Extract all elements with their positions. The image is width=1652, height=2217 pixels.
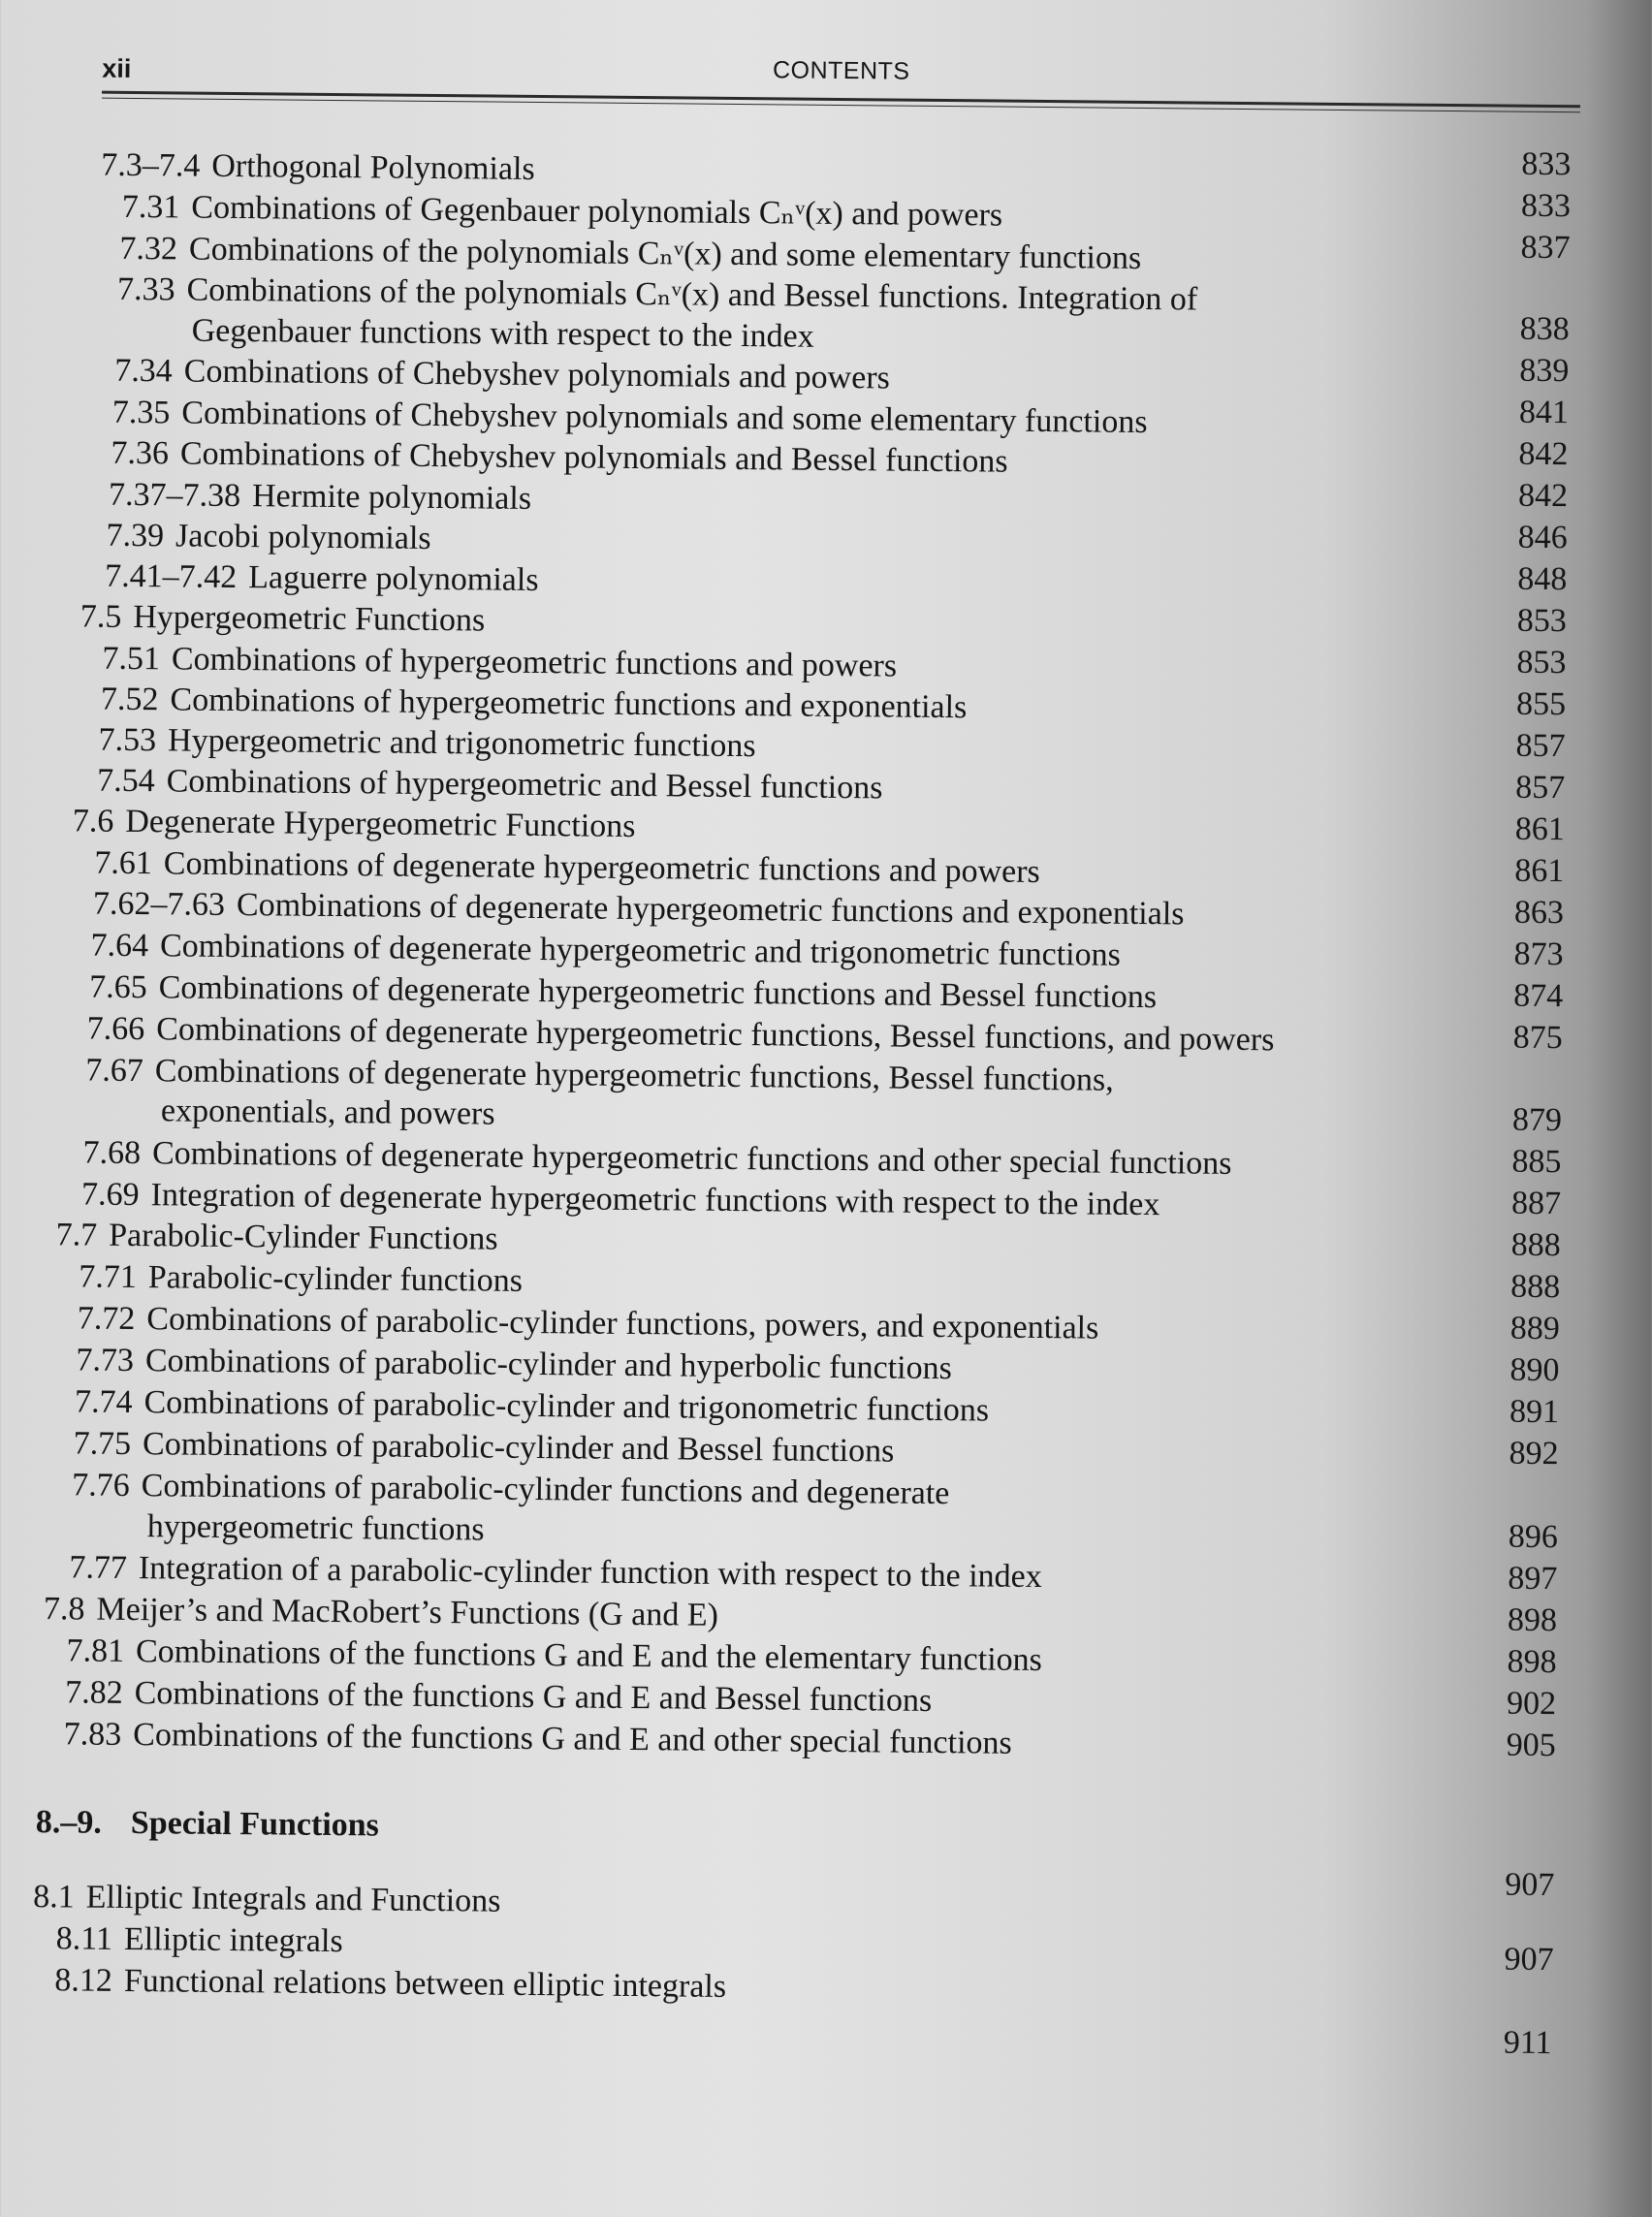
entry-number: 7.61 (94, 844, 153, 882)
entry-number: 7.53 (98, 721, 157, 759)
entry-number: 7.41–7.42 (105, 557, 238, 596)
entry-title: Parabolic-Cylinder Functions (109, 1217, 498, 1257)
entry-number: 7.3–7.4 (101, 146, 201, 184)
entry-title-continued: exponentials, and powers (160, 1093, 495, 1132)
entry-page: 857 (1515, 727, 1566, 765)
entry-number: 7.8 (43, 1591, 85, 1628)
entry-title: Combinations of parabolic-cylinder and trigonometric functions (143, 1384, 990, 1429)
chapter-title: Special Functions (130, 1805, 380, 1844)
entry-number: 7.82 (65, 1674, 123, 1711)
entry-number: 7.68 (82, 1134, 142, 1172)
entry-number: 7.34 (114, 352, 173, 390)
entry-title: Combinations of Chebyshev polynomials and Bessel functions (179, 435, 1008, 480)
entry-title: Combinations of degenerate hypergeometric functions and exponentials (236, 887, 1185, 933)
entry-number: 7.62–7.63 (92, 885, 226, 923)
entry-title: Orthogonal Polynomials (211, 147, 535, 187)
entry-number: 7.37–7.38 (108, 476, 241, 515)
entry-title: Combinations of hypergeometric functions and exponentials (170, 681, 968, 726)
entry-number: 7.54 (97, 762, 155, 800)
toc-entry (106, 516, 430, 559)
entry-page: 833 (1521, 145, 1572, 183)
toc-entry (105, 556, 539, 601)
entry-page: 887 (1510, 1185, 1562, 1222)
entry-page: 888 (1510, 1226, 1561, 1264)
entry-page: 853 (1516, 602, 1568, 640)
entry-number: 7.39 (106, 517, 165, 554)
entry-title-continued: hypergeometric functions (146, 1508, 485, 1548)
entry-number: 7.51 (102, 640, 161, 678)
entry-page: 905 (1506, 1726, 1556, 1764)
entry-page: 885 (1511, 1143, 1562, 1181)
toc-entry (101, 145, 535, 190)
toc-entry (79, 1256, 523, 1301)
entry-page: 857 (1515, 769, 1566, 807)
toc-entry (64, 1714, 1012, 1763)
entry-title: Combinations of the polynomials Cₙᵛ(x) and some elementary functions (188, 231, 1142, 276)
entry-title: Combinations of Gegenbauer polynomials Cₙᵛ(x) and powers (191, 189, 1003, 234)
toc-entry (76, 1340, 952, 1389)
toc-entry (56, 1918, 343, 1962)
entry-title: Combinations of hypergeometric functions and powers (171, 641, 898, 684)
toc-entry (56, 1215, 498, 1259)
toc-entry (109, 475, 531, 520)
toc-entry (114, 351, 890, 399)
entry-page: 861 (1514, 852, 1565, 890)
entry-title: Combinations of parabolic-cylinder and hyperbolic functions (144, 1343, 952, 1387)
entry-page: 842 (1517, 477, 1569, 515)
entry-title: Combinations of parabolic-cylinder functions, powers, and exponentials (146, 1301, 1099, 1346)
entry-number: 7.74 (74, 1383, 133, 1421)
toc-entry (65, 1672, 932, 1722)
entry-title: Hermite polynomials (251, 478, 532, 517)
entry-number: 7.52 (100, 681, 159, 718)
entry-title: Combinations of the functions G and E and other special functions (133, 1717, 1012, 1761)
entry-number: 7.73 (76, 1342, 135, 1379)
entry-page: 846 (1517, 519, 1568, 556)
entry-page: 837 (1520, 229, 1571, 267)
entry-number: 7.65 (89, 968, 147, 1006)
entry-page: 838 (1519, 310, 1570, 348)
toc-entry (111, 433, 1008, 483)
entry-number: 7.71 (79, 1258, 137, 1296)
toc-entry (54, 1960, 726, 2008)
entry-page: 892 (1509, 1435, 1559, 1473)
entry-title: Combinations of hypergeometric and Bessel functions (166, 763, 883, 807)
entry-title: Laguerre polynomials (248, 559, 539, 599)
entry-title: Integration of degenerate hypergeometric functions with respect to the index (150, 1177, 1160, 1223)
entry-number: 7.36 (111, 434, 170, 472)
entry-number: 7.5 (79, 598, 122, 635)
entry-number: 7.6 (72, 803, 114, 839)
chapter-number: 8.–9. (35, 1804, 103, 1841)
entry-page: 842 (1518, 435, 1569, 473)
entry-page: 861 (1514, 810, 1565, 848)
entry-page: 879 (1511, 1101, 1563, 1139)
entry-page: 863 (1513, 894, 1565, 932)
chapter-heading (36, 1804, 379, 1844)
entry-title: Elliptic Integrals and Functions (85, 1879, 501, 1919)
entry-title: Hypergeometric and trigonometric functions (167, 722, 756, 765)
entry-title: Combinations of degenerate hypergeometric functions and other special functions (151, 1135, 1232, 1182)
entry-page: 839 (1519, 352, 1570, 390)
entry-title: Combinations of degenerate hypergeometric functions, Bessel functions, (154, 1053, 1114, 1098)
running-head: CONTENTS (772, 56, 910, 85)
entry-title: Combinations of degenerate hypergeometric functions, Bessel functions, and powers (156, 1011, 1275, 1059)
page-number: xii (102, 53, 132, 83)
entry-number: 7.35 (111, 394, 171, 431)
entry-title: Parabolic-cylinder functions (147, 1259, 524, 1299)
entry-page: 888 (1510, 1268, 1561, 1306)
entry-title: Combinations of degenerate hypergeometric and trigonometric functions (159, 928, 1121, 973)
page-header (102, 47, 1580, 100)
toc-entry (98, 720, 755, 768)
entry-number: 7.64 (90, 927, 149, 965)
entry-number: 7.69 (80, 1176, 140, 1214)
entry-number: 7.77 (69, 1549, 128, 1586)
entry-page: 907 (1504, 1941, 1554, 1979)
entry-title: Combinations of parabolic-cylinder and Bessel functions (142, 1426, 895, 1470)
entry-number: 7.83 (63, 1716, 122, 1753)
entry-number: 7.7 (55, 1217, 98, 1253)
entry-title: Combinations of degenerate hypergeometric functions and powers (163, 845, 1040, 890)
entry-number: 7.31 (121, 188, 180, 226)
entry-title: Combinations of the functions G and E and the elementary functions (135, 1633, 1043, 1679)
entry-page: 907 (1505, 1866, 1555, 1904)
toc-entry (44, 1589, 718, 1636)
entry-number: 8.11 (55, 1920, 113, 1957)
entry-number: 7.67 (85, 1052, 144, 1090)
entry-page: 889 (1509, 1310, 1561, 1347)
entry-number: 7.66 (86, 1010, 145, 1048)
entry-title-continued: Gegenbauer functions with respect to the index (191, 312, 814, 355)
entry-number: 7.32 (119, 230, 178, 268)
entry-page: 841 (1518, 394, 1570, 431)
entry-page: 855 (1515, 685, 1567, 723)
toc-entry (80, 596, 486, 641)
entry-title: Meijer’s and MacRobert’s Functions (G and E) (96, 1591, 719, 1633)
entry-title: Functional relations between elliptic integrals (123, 1962, 727, 2005)
entry-page: 875 (1512, 1019, 1563, 1057)
entry-title: Combinations of Chebyshev polynomials and powers (183, 353, 891, 396)
entry-title: Combinations of parabolic-cylinder functions and degenerate (141, 1468, 950, 1512)
entry-page: 874 (1512, 977, 1564, 1015)
entry-page: 890 (1509, 1351, 1560, 1389)
entry-title: Elliptic integrals (123, 1920, 343, 1960)
toc-entry (73, 801, 636, 847)
entry-page: 897 (1508, 1560, 1558, 1598)
entry-number: 7.76 (72, 1467, 130, 1504)
entry-number: 8.1 (32, 1879, 75, 1916)
toc-entry (73, 1423, 894, 1472)
entry-title: Combinations of degenerate hypergeometric functions and Bessel functions (158, 969, 1158, 1016)
entry-number: 7.72 (77, 1300, 136, 1338)
entry-number: 7.81 (66, 1632, 125, 1669)
entry-page: 898 (1507, 1601, 1558, 1639)
entry-title: Jacobi polynomials (175, 518, 431, 556)
entry-title: Degenerate Hypergeometric Functions (125, 803, 636, 844)
entry-page: 891 (1509, 1393, 1560, 1431)
entry-number: 7.33 (116, 270, 175, 308)
entry-page: 902 (1506, 1685, 1557, 1723)
toc-entry (33, 1877, 501, 1922)
entry-page: 848 (1517, 560, 1568, 598)
entry-page: 853 (1516, 644, 1567, 681)
entry-title: Hypergeometric Functions (133, 599, 486, 639)
entry-page: 896 (1508, 1518, 1558, 1556)
entry-title: Combinations of the polynomials Cₙᵛ(x) and Bessel functions. Integration of (186, 271, 1198, 318)
entry-title: Combinations of the functions G and E and Bessel functions (134, 1675, 933, 1719)
entry-page: 911 (1503, 2024, 1552, 2062)
entry-page: 898 (1507, 1643, 1557, 1681)
entry-title: Combinations of Chebyshev polynomials and some elementary functions (181, 395, 1148, 441)
entry-number: 8.12 (54, 1962, 113, 1999)
entry-page: 833 (1520, 187, 1572, 225)
entry-number: 7.75 (73, 1425, 132, 1463)
entry-page: 873 (1513, 935, 1564, 973)
entry-title: Integration of a parabolic-cylinder function with respect to the index (138, 1550, 1042, 1596)
toc-entry (122, 187, 1003, 237)
